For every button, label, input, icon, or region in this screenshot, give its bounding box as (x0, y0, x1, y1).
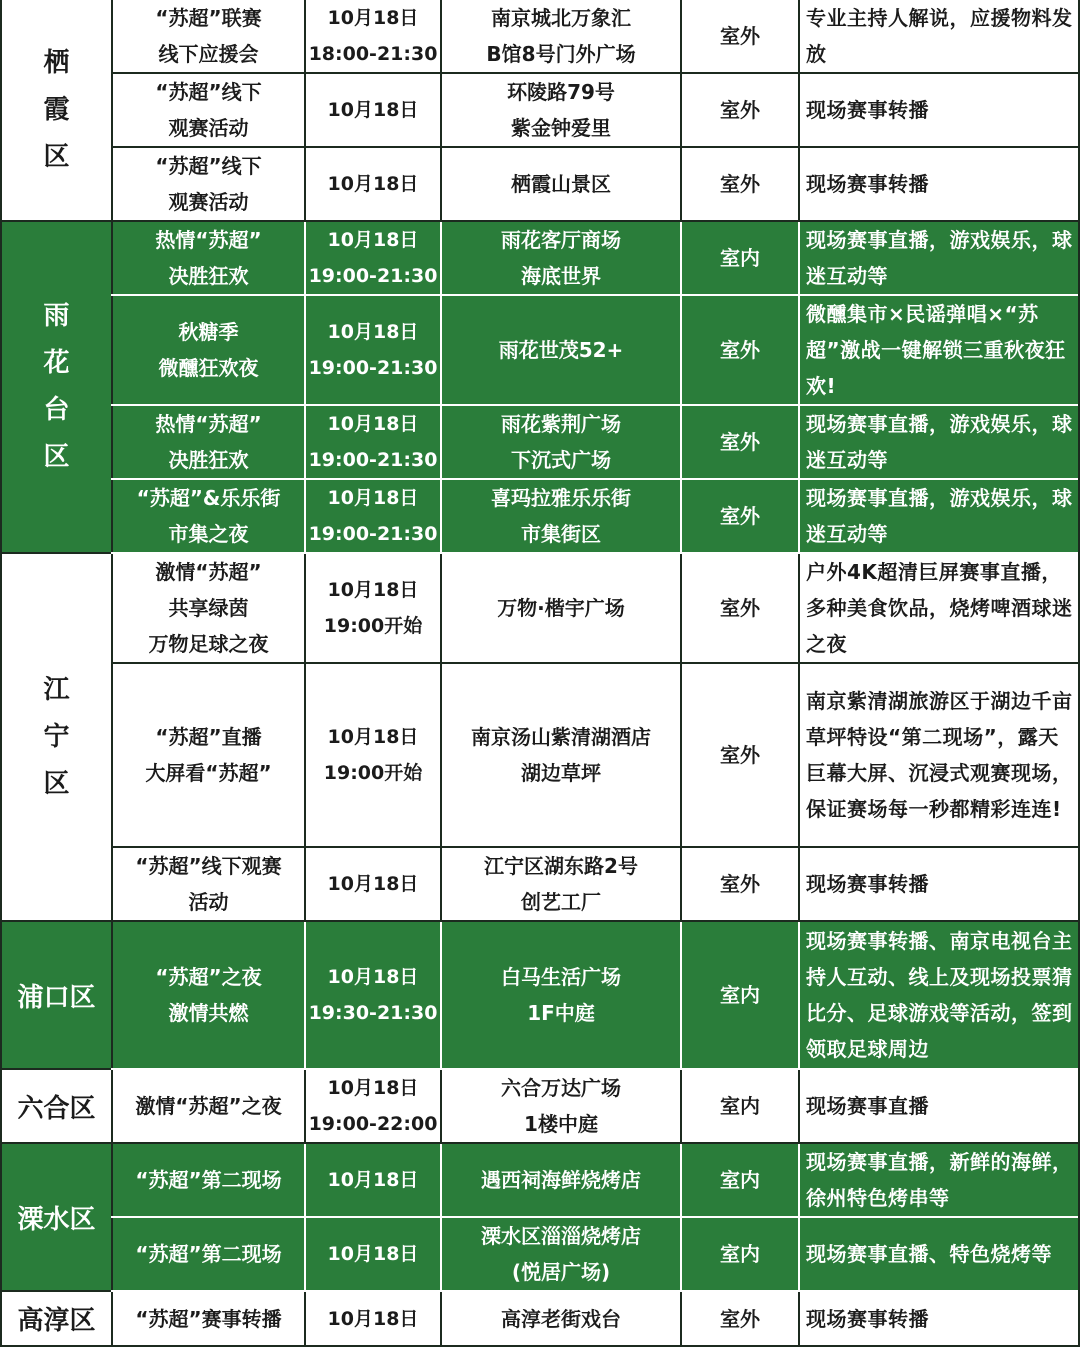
event-name: 激情“苏超” 共享绿茵 万物足球之夜 (148, 560, 269, 656)
event-name: 热情“苏超” 决胜狂欢 (155, 228, 262, 288)
table-row (111, 74, 1080, 148)
event-time: 10月18日 18:00-21:30 (308, 7, 438, 65)
event-venue: 白马生活广场 1F中庭 (501, 965, 621, 1025)
district-label: 浦口区 (17, 982, 96, 1013)
event-name: “苏超”线下观赛 活动 (135, 854, 282, 914)
event-time: 10月18日 19:00-22:00 (308, 1077, 438, 1135)
content-cell (798, 480, 1080, 552)
event-time: 10月18日 19:00开始 (323, 726, 423, 784)
time-cell (304, 554, 440, 662)
event-type: 室外 (720, 24, 760, 48)
event-name-cell (111, 0, 304, 72)
district-label: 溧水区 (17, 1204, 96, 1235)
type-cell (680, 1292, 798, 1345)
content-cell (798, 1292, 1080, 1345)
event-name-cell (111, 406, 304, 478)
event-venue: 雨花世茂52+ (498, 338, 624, 362)
venue-cell (440, 554, 680, 662)
table-row (111, 406, 1080, 480)
event-name-cell (111, 148, 304, 220)
content-cell (798, 74, 1080, 146)
event-name: “苏超”第二现场 (135, 1242, 282, 1266)
event-name-cell (111, 1292, 304, 1345)
event-content: 现场赛事转播 (806, 1306, 929, 1331)
event-type: 室外 (720, 172, 760, 196)
venue-cell (440, 848, 680, 920)
event-name-cell (111, 480, 304, 552)
event-venue: 雨花紫荆广场 下沉式广场 (501, 412, 621, 472)
event-name: “苏超”第二现场 (135, 1168, 282, 1192)
table-row (111, 296, 1080, 406)
event-name-cell (111, 74, 304, 146)
venue-cell (440, 1218, 680, 1290)
venue-cell (440, 74, 680, 146)
event-venue: 雨花客厅商场 海底世界 (501, 228, 621, 288)
event-time: 10月18日 (327, 99, 419, 121)
venue-cell (440, 1292, 680, 1345)
event-type: 室外 (720, 504, 760, 528)
type-cell (680, 554, 798, 662)
event-content: 现场赛事直播，游戏娱乐，球迷互动等 (806, 228, 1073, 288)
table-row (111, 480, 1080, 554)
time-cell (304, 1144, 440, 1216)
venue-cell (440, 222, 680, 294)
event-type: 室内 (720, 983, 760, 1007)
event-venue: 南京城北万象汇 B馆8号门外广场 (486, 6, 636, 66)
event-type: 室外 (720, 596, 760, 620)
type-cell (680, 1218, 798, 1290)
event-venue: 遇西祠海鲜烧烤店 (481, 1168, 641, 1192)
event-time: 10月18日 (327, 1307, 419, 1330)
event-venue: 江宁区湖东路2号 创艺工厂 (484, 854, 638, 914)
venue-cell (440, 296, 680, 404)
type-cell (680, 1070, 798, 1142)
event-time: 10月18日 19:30-21:30 (308, 966, 438, 1024)
district-label: 高淳区 (17, 1306, 96, 1336)
time-cell (304, 148, 440, 220)
event-name-cell (111, 1144, 304, 1216)
event-name-cell (111, 664, 304, 846)
district-label: 雨花台区 (43, 301, 70, 472)
content-cell (798, 1218, 1080, 1290)
type-cell (680, 406, 798, 478)
event-type: 室外 (720, 743, 760, 767)
district-cell (0, 554, 111, 922)
event-content: 现场赛事直播、特色烧烤等 (806, 1242, 1052, 1266)
district-cell (0, 922, 111, 1070)
type-cell (680, 1144, 798, 1216)
table-row (111, 1218, 1080, 1292)
venue-cell (440, 0, 680, 72)
venue-cell (440, 406, 680, 478)
time-cell (304, 1070, 440, 1142)
event-time: 10月18日 19:00-21:30 (308, 487, 438, 545)
event-name: “苏超”&乐乐街 市集之夜 (136, 486, 281, 546)
event-time: 10月18日 (327, 1243, 419, 1265)
event-name: “苏超”联赛 线下应援会 (155, 6, 262, 66)
event-venue: 高淳老街戏台 (501, 1306, 621, 1331)
district-label: 六合区 (17, 1093, 96, 1124)
event-venue: 溧水区淄淄烧烤店 (悦居广场) (481, 1224, 641, 1284)
event-name-cell (111, 1070, 304, 1142)
event-name: 秋糖季 微醺狂欢夜 (158, 320, 259, 380)
event-time: 10月18日 19:00-21:30 (308, 321, 438, 379)
event-name: 热情“苏超” 决胜狂欢 (155, 412, 262, 472)
event-content: 现场赛事转播 (806, 172, 929, 196)
event-type: 室外 (720, 98, 760, 122)
event-name-cell (111, 554, 304, 662)
table-row (111, 0, 1080, 74)
time-cell (304, 222, 440, 294)
table-row (111, 848, 1080, 922)
venue-cell (440, 148, 680, 220)
event-venue: 环陵路79号 紫金钟爱里 (507, 80, 615, 140)
event-time: 10月18日 19:00-21:30 (308, 413, 438, 471)
event-name-cell (111, 922, 304, 1068)
event-name: “苏超”赛事转播 (135, 1306, 282, 1331)
table-row (111, 554, 1080, 664)
event-content: 微醺集市×民谣弹唱×“苏超”激战一键解锁三重秋夜狂欢! (806, 302, 1066, 398)
event-time: 10月18日 19:00开始 (323, 579, 423, 637)
event-content: 现场赛事直播 (806, 1094, 929, 1118)
event-name: “苏超”直播 大屏看“苏超” (145, 725, 272, 785)
table-row (111, 1292, 1080, 1347)
time-cell (304, 296, 440, 404)
venue-cell (440, 1070, 680, 1142)
type-cell (680, 148, 798, 220)
event-time: 10月18日 (327, 173, 419, 195)
time-cell (304, 0, 440, 72)
event-type: 室内 (720, 1094, 760, 1118)
event-name: 激情“苏超”之夜 (135, 1094, 282, 1118)
time-cell (304, 848, 440, 920)
event-content: 现场赛事直播，游戏娱乐，球迷互动等 (806, 486, 1073, 546)
time-cell (304, 922, 440, 1068)
event-time: 10月18日 19:00-21:30 (308, 229, 438, 287)
type-cell (680, 480, 798, 552)
time-cell (304, 74, 440, 146)
event-type: 室外 (720, 872, 760, 896)
content-cell (798, 148, 1080, 220)
event-venue: 栖霞山景区 (511, 172, 611, 196)
event-type: 室外 (720, 1306, 760, 1331)
type-cell (680, 922, 798, 1068)
table-row (111, 1144, 1080, 1218)
district-cell (0, 222, 111, 554)
event-type: 室外 (720, 338, 760, 362)
district-label: 栖霞区 (43, 47, 70, 172)
type-cell (680, 74, 798, 146)
event-type: 室内 (720, 1242, 760, 1266)
time-cell (304, 406, 440, 478)
district-label: 江宁区 (43, 674, 70, 799)
district-cell (0, 1144, 111, 1292)
event-name-cell (111, 848, 304, 920)
event-content: 现场赛事转播 (806, 872, 929, 896)
event-content: 现场赛事直播，游戏娱乐，球迷互动等 (806, 412, 1073, 472)
type-cell (680, 848, 798, 920)
event-content: 专业主持人解说，应援物料发放 (806, 6, 1073, 66)
event-name-cell (111, 222, 304, 294)
district-cell (0, 1070, 111, 1144)
event-type: 室内 (720, 1168, 760, 1192)
event-content: 现场赛事转播 (806, 98, 929, 122)
venue-cell (440, 480, 680, 552)
event-time: 10月18日 (327, 873, 419, 895)
table-row (111, 222, 1080, 296)
event-content: 南京紫清湖旅游区于湖边千亩草坪特设“第二现场”，露天巨幕大屏、沉浸式观赛现场，保证赛场每一秒都精彩连连! (806, 689, 1073, 821)
event-venue: 喜玛拉雅乐乐街 市集街区 (491, 486, 631, 546)
content-cell (798, 222, 1080, 294)
event-name: “苏超”线下 观赛活动 (155, 80, 262, 140)
content-cell (798, 664, 1080, 846)
content-cell (798, 1144, 1080, 1216)
type-cell (680, 664, 798, 846)
district-cell (0, 0, 111, 222)
event-name-cell (111, 296, 304, 404)
content-cell (798, 296, 1080, 404)
event-name-cell (111, 1218, 304, 1290)
table-row (111, 922, 1080, 1070)
time-cell (304, 1292, 440, 1345)
event-content: 现场赛事直播，新鲜的海鲜，徐州特色烤串等 (806, 1150, 1073, 1210)
venue-cell (440, 664, 680, 846)
table-row (111, 664, 1080, 848)
event-venue: 六合万达广场 1楼中庭 (501, 1076, 621, 1136)
event-type: 室内 (720, 246, 760, 270)
venue-cell (440, 1144, 680, 1216)
table-row (111, 148, 1080, 222)
type-cell (680, 0, 798, 72)
content-cell (798, 848, 1080, 920)
time-cell (304, 664, 440, 846)
event-name: “苏超”线下 观赛活动 (155, 154, 262, 214)
venue-cell (440, 922, 680, 1068)
event-content: 户外4K超清巨屏赛事直播，多种美食饮品，烧烤啤酒球迷之夜 (806, 560, 1073, 656)
event-content: 现场赛事转播、南京电视台主持人互动、线上及现场投票猜比分、足球游戏等活动，签到领取足球周边 (806, 929, 1073, 1061)
event-type: 室外 (720, 430, 760, 454)
table-row (111, 1070, 1080, 1144)
content-cell (798, 0, 1080, 72)
event-venue: 南京汤山紫清湖酒店 湖边草坪 (471, 725, 651, 785)
time-cell (304, 480, 440, 552)
content-cell (798, 406, 1080, 478)
content-cell (798, 554, 1080, 662)
content-cell (798, 1070, 1080, 1142)
type-cell (680, 296, 798, 404)
content-cell (798, 922, 1080, 1068)
district-cell (0, 1292, 111, 1347)
type-cell (680, 222, 798, 294)
time-cell (304, 1218, 440, 1290)
event-venue: 万物·楷宇广场 (497, 596, 625, 620)
event-name: “苏超”之夜 激情共燃 (155, 965, 262, 1025)
event-time: 10月18日 (327, 1169, 419, 1191)
